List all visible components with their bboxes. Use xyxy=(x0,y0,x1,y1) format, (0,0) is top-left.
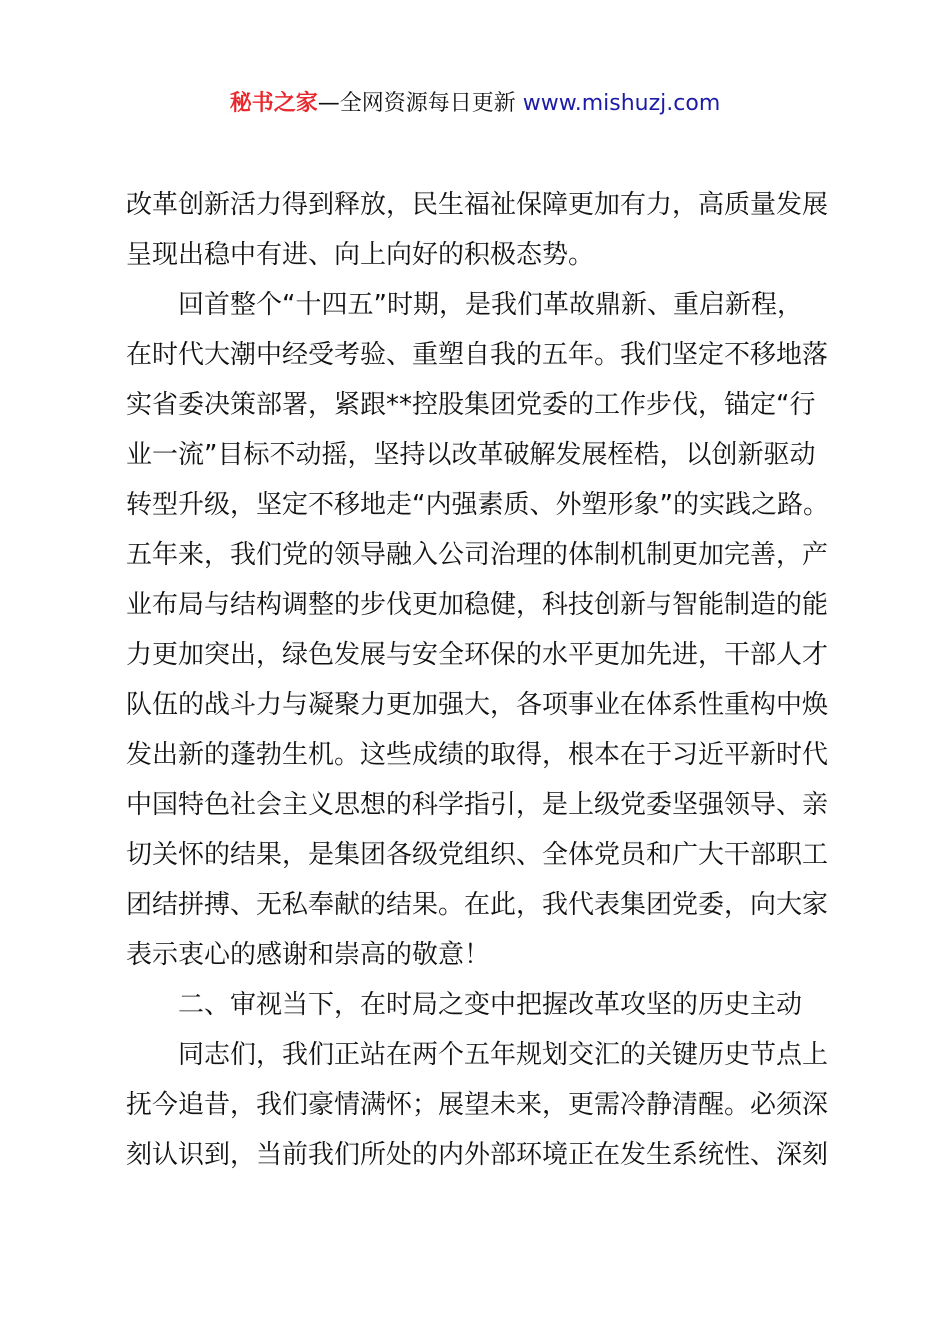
text-line: 发出新的蓬勃生机。这些成绩的取得，根本在于习近平新时代 xyxy=(126,740,829,770)
text-line: 中国特色社会主义思想的科学指引，是上级党委坚强领导、亲 xyxy=(126,790,829,820)
text-line: 切关怀的结果，是集团各级党组织、全体党员和广大干部职工 xyxy=(126,840,829,870)
site-header xyxy=(0,88,950,120)
paragraph-first-line: 同志们，我们正站在两个五年规划交汇的关键历史节点上 xyxy=(178,1040,829,1070)
text-line: 队伍的战斗力与凝聚力更加强大，各项事业在体系性重构中焕 xyxy=(126,690,829,720)
section-heading: 二、审视当下，在时局之变中把握改革攻坚的历史主动 xyxy=(178,990,803,1020)
text-line: 表示衷心的感谢和崇高的敬意！ xyxy=(126,940,491,970)
paragraph-first-line: 回首整个“十四五”时期，是我们革故鼎新、重启新程， xyxy=(178,290,803,320)
text-line: 在时代大潮中经受考验、重塑自我的五年。我们坚定不移地落 xyxy=(126,340,829,370)
document-body xyxy=(126,180,846,1180)
text-line: 团结拼搏、无私奉献的结果。在此，我代表集团党委，向大家 xyxy=(126,890,829,920)
text-line: 五年来，我们党的领导融入公司治理的体制机制更加完善，产 xyxy=(126,540,829,570)
site-url-link[interactable]: www.mishuzj.com xyxy=(522,91,721,116)
text-line: 力更加突出，绿色发展与安全环保的水平更加先进，干部人才 xyxy=(126,640,829,670)
text-line: 呈现出稳中有进、向上向好的积极态势。 xyxy=(126,240,595,270)
text-line: 业一流”目标不动摇，坚持以改革破解发展桎梏，以创新驱动 xyxy=(126,440,816,470)
header-tagline: —全网资源每日更新 xyxy=(317,91,516,116)
text-line: 实省委决策部署，紧跟**控股集团党委的工作步伐，锚定“行 xyxy=(126,390,816,420)
text-line: 业布局与结构调整的步伐更加稳健，科技创新与智能制造的能 xyxy=(126,590,829,620)
text-line: 转型升级，坚定不移地走“内强素质、外塑形象”的实践之路。 xyxy=(126,490,829,520)
text-line: 抚今追昔，我们豪情满怀；展望未来，更需冷静清醒。必须深 xyxy=(126,1090,829,1120)
text-line: 刻认识到，当前我们所处的内外部环境正在发生系统性、深刻 xyxy=(126,1140,829,1170)
brand-name: 秘书之家 xyxy=(229,91,318,116)
text-line: 改革创新活力得到释放，民生福祉保障更加有力，高质量发展 xyxy=(126,190,829,220)
